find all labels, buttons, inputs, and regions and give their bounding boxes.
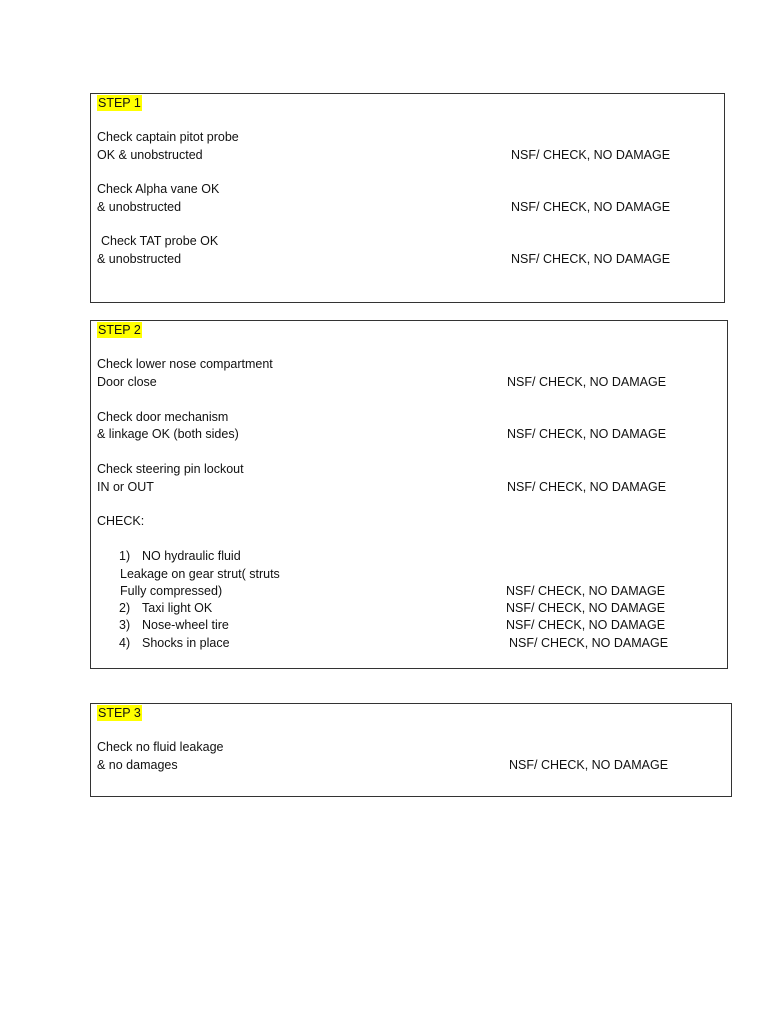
step1-item3-line2: & unobstructed [97, 252, 182, 266]
step1-item3-result: NSF/ CHECK, NO DAMAGE [511, 252, 671, 266]
list-item-3-number: 3) [119, 618, 131, 632]
step3-box [90, 703, 732, 797]
step1-item2-result: NSF/ CHECK, NO DAMAGE [511, 200, 671, 214]
step2-item1-result: NSF/ CHECK, NO DAMAGE [507, 375, 667, 389]
list-item-1-result: NSF/ CHECK, NO DAMAGE [506, 584, 666, 598]
list-item-3-result: NSF/ CHECK, NO DAMAGE [506, 618, 666, 632]
list-item-1-line1: NO hydraulic fluid [142, 549, 241, 563]
step1-item1-line1: Check captain pitot probe [97, 130, 239, 144]
list-item-2-result: NSF/ CHECK, NO DAMAGE [506, 601, 666, 615]
step2-item3-line2: IN or OUT [97, 480, 154, 494]
step2-title: STEP 2 [98, 323, 141, 337]
list-item-1-number: 1) [119, 549, 131, 563]
step1-item2-line2: & unobstructed [97, 200, 182, 214]
step1-item1-result: NSF/ CHECK, NO DAMAGE [511, 148, 671, 162]
step1-item3-line1: Check TAT probe OK [101, 234, 219, 248]
step1-item1-line2: OK & unobstructed [97, 148, 203, 162]
step2-check-label: CHECK: [97, 514, 145, 528]
list-item-4-result: NSF/ CHECK, NO DAMAGE [509, 636, 669, 650]
step3-item1-line1: Check no fluid leakage [97, 740, 224, 754]
list-item-1-line2: Leakage on gear strut( struts [120, 567, 280, 581]
step2-item2-result: NSF/ CHECK, NO DAMAGE [507, 427, 667, 441]
step2-item3-line1: Check steering pin lockout [97, 462, 244, 476]
list-item-3-text: Nose-wheel tire [142, 618, 229, 632]
step3-item1-line2: & no damages [97, 758, 178, 772]
list-item-2-number: 2) [119, 601, 131, 615]
step2-item3-result: NSF/ CHECK, NO DAMAGE [507, 480, 667, 494]
step3-item1-result: NSF/ CHECK, NO DAMAGE [509, 758, 669, 772]
step1-item2-line1: Check Alpha vane OK [97, 182, 220, 196]
step2-item2-line1: Check door mechanism [97, 410, 229, 424]
list-item-1-line3: Fully compressed) [120, 584, 223, 598]
step1-title: STEP 1 [98, 96, 141, 110]
step2-item2-line2: & linkage OK (both sides) [97, 427, 239, 441]
step2-item1-line1: Check lower nose compartment [97, 357, 273, 371]
step2-item1-line2: Door close [97, 375, 157, 389]
list-item-2-text: Taxi light OK [142, 601, 213, 615]
step2-box [90, 320, 728, 669]
step3-title: STEP 3 [98, 706, 141, 720]
step1-box [90, 93, 725, 303]
list-item-4-text: Shocks in place [142, 636, 230, 650]
list-item-4-number: 4) [119, 636, 131, 650]
